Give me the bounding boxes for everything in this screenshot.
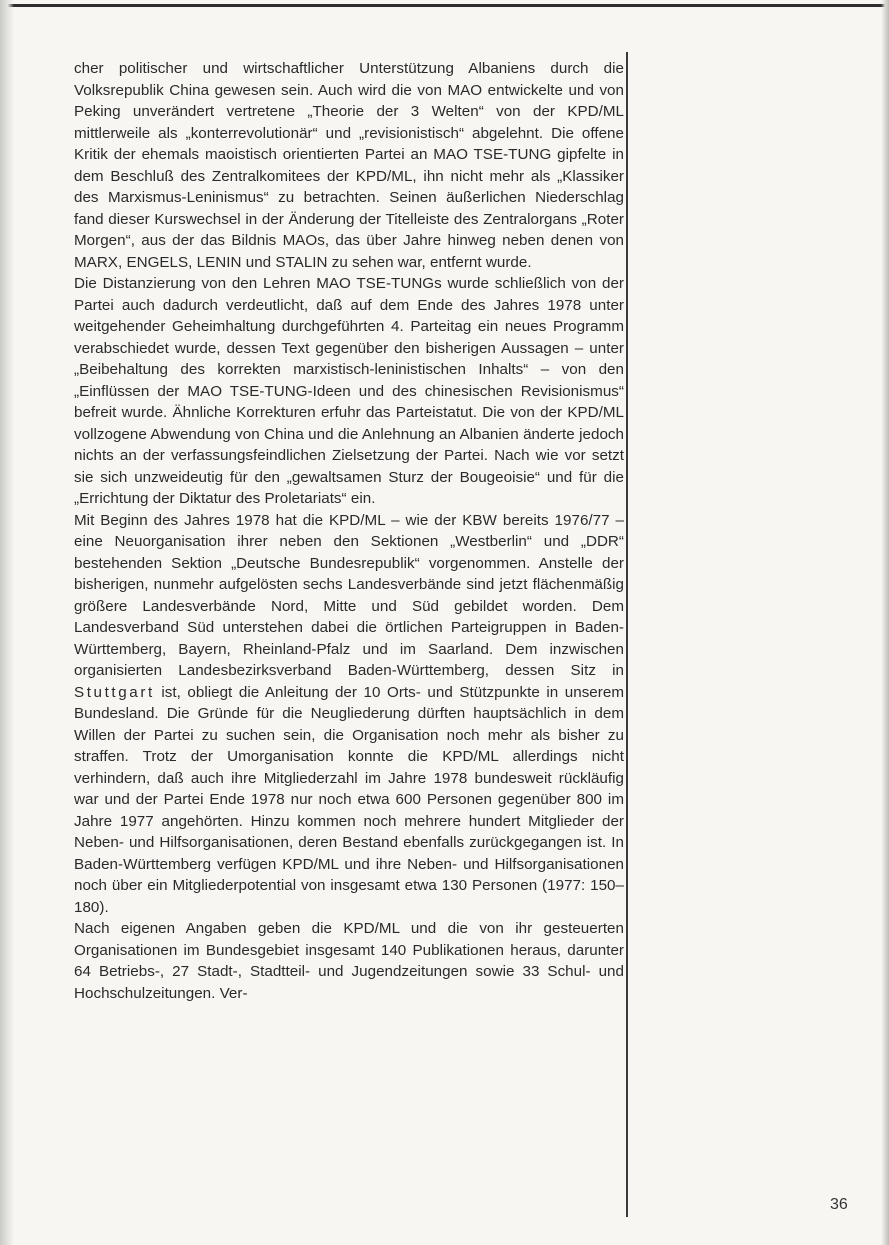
left-page-edge	[0, 0, 14, 1245]
spaced-city-name: Stuttgart	[74, 683, 155, 701]
page-number: 36	[830, 1196, 848, 1213]
paragraph-text: cher politischer und wirtschaftlicher Unterstützung Albaniens durch die Volksrepublik China gewesen sein. Auch wird die von MAO entwickelte und von Peking unverändert vertretene „Theorie der 3 Welten“ von der KPD/ML mittlerweile als „konterrevolutionär“ und „revisionistisch“ abgelehnt. Die offene Kritik der ehemals maoistisch orientierten Partei an MAO TSE-TUNG gipfelte in dem Beschluß des Zentralkomitees der KPD/ML, ihn nicht mehr als „Klassiker des Marxismus-Leninismus“ zu betrachten. Seinen äußerlichen Niederschlag fand dieser Kurswechsel in der Änderung der Titelleiste des Zentralorgans „Roter Morgen“, aus der das Bildnis MAOs, das über Jahre hinweg neben denen von MARX, ENGELS, LENIN und STALIN zu sehen war, entfernt wurde.	[74, 60, 624, 271]
paragraph-text: Nach eigenen Angaben geben die KPD/ML und die von ihr gesteuerten Organisationen im Bundesgebiet insgesamt 140 Publikationen heraus, darunter 64 Betriebs-, 27 Stadt-, Stadtteil- und Jugendzeitungen sowie 33 Schul- und Hochschulzeitungen. Ver-	[74, 920, 624, 1002]
paragraph-text: Mit Beginn des Jahres 1978 hat die KPD/ML – wie der KBW bereits 1976/77 – eine Neuorganisation ihrer neben den Sektionen „Westberlin“ und „DDR“ bestehenden Sektion „Deutsche Bundesrepublik“ vorgenommen. Anstelle der bisherigen, nunmehr aufgelösten sechs Landesverbände sind jetzt flächenmäßig größere Landesverbände Nord, Mitte und Süd gebildet worden. Dem Landesverband Süd unterstehen dabei die örtlichen Parteigruppen in Baden-Württemberg, Bayern, Rheinland-Pfalz und im Saarland. Dem inzwischen organisierten Landesbezirksverband Baden-Württemberg, dessen Sitz in	[74, 511, 624, 679]
paragraph-4	[74, 918, 624, 1004]
margin-rule	[626, 52, 628, 1217]
paragraph-3	[74, 510, 624, 919]
paragraph-text: Die Distanzierung von den Lehren MAO TSE-TUNGs wurde schließlich von der Partei auch dadurch verdeutlicht, daß auf dem Ende des Jahres 1978 unter weitgehender Geheimhaltung durchgeführten 4. Parteitag ein neues Programm verabschiedet wurde, dessen Text gegenüber den bisherigen Aussagen – unter „Beibehaltung des korrekten marxistisch-leninistischen Inhalts“ – von den „Einflüssen der MAO TSE-TUNG-Ideen und des chinesischen Revisionismus“ befreit wurde. Ähnliche Korrekturen erfuhr das Parteistatut. Die von der KPD/ML vollzogene Abwendung von China und die Anlehnung an Albanien änderte jedoch nichts an der verfassungsfeindlichen Zielsetzung der Partei. Nach wie vor setzt sie sich unzweideutig für den „gewaltsamen Sturz der Bougeoisie“ und für die „Errichtung der Diktatur des Proletariats“ ein.	[74, 275, 624, 507]
right-page-edge	[881, 0, 889, 1245]
paragraph-text: ist, obliegt die Anleitung der 10 Orts- und Stützpunkte in unserem Bundesland. Die Gründe für die Neugliederung dürften hauptsächlich in dem Willen der Partei zu suchen sein, die Organisation noch mehr als bisher zu straffen. Trotz der Umorganisation konnte die KPD/ML allerdings nicht verhindern, daß auch ihre Mitgliederzahl im Jahre 1978 bundesweit rückläufig war und der Partei Ende 1978 nur noch etwa 600 Personen gegenüber 800 im Jahre 1977 angehörten. Hinzu kommen noch mehrere hundert Mitglieder der Neben- und Hilfsorganisationen, deren Bestand ebenfalls zurückgegangen ist. In Baden-Württemberg verfügen KPD/ML und ihre Neben- und Hilfsorganisationen noch über ein Mitgliederpotential von insgesamt etwa 130 Personen (1977: 150–180).	[74, 683, 624, 916]
paragraph-2	[74, 273, 624, 510]
paragraph-1	[74, 58, 624, 273]
body-text	[74, 58, 624, 1004]
top-border-line	[0, 4, 889, 7]
